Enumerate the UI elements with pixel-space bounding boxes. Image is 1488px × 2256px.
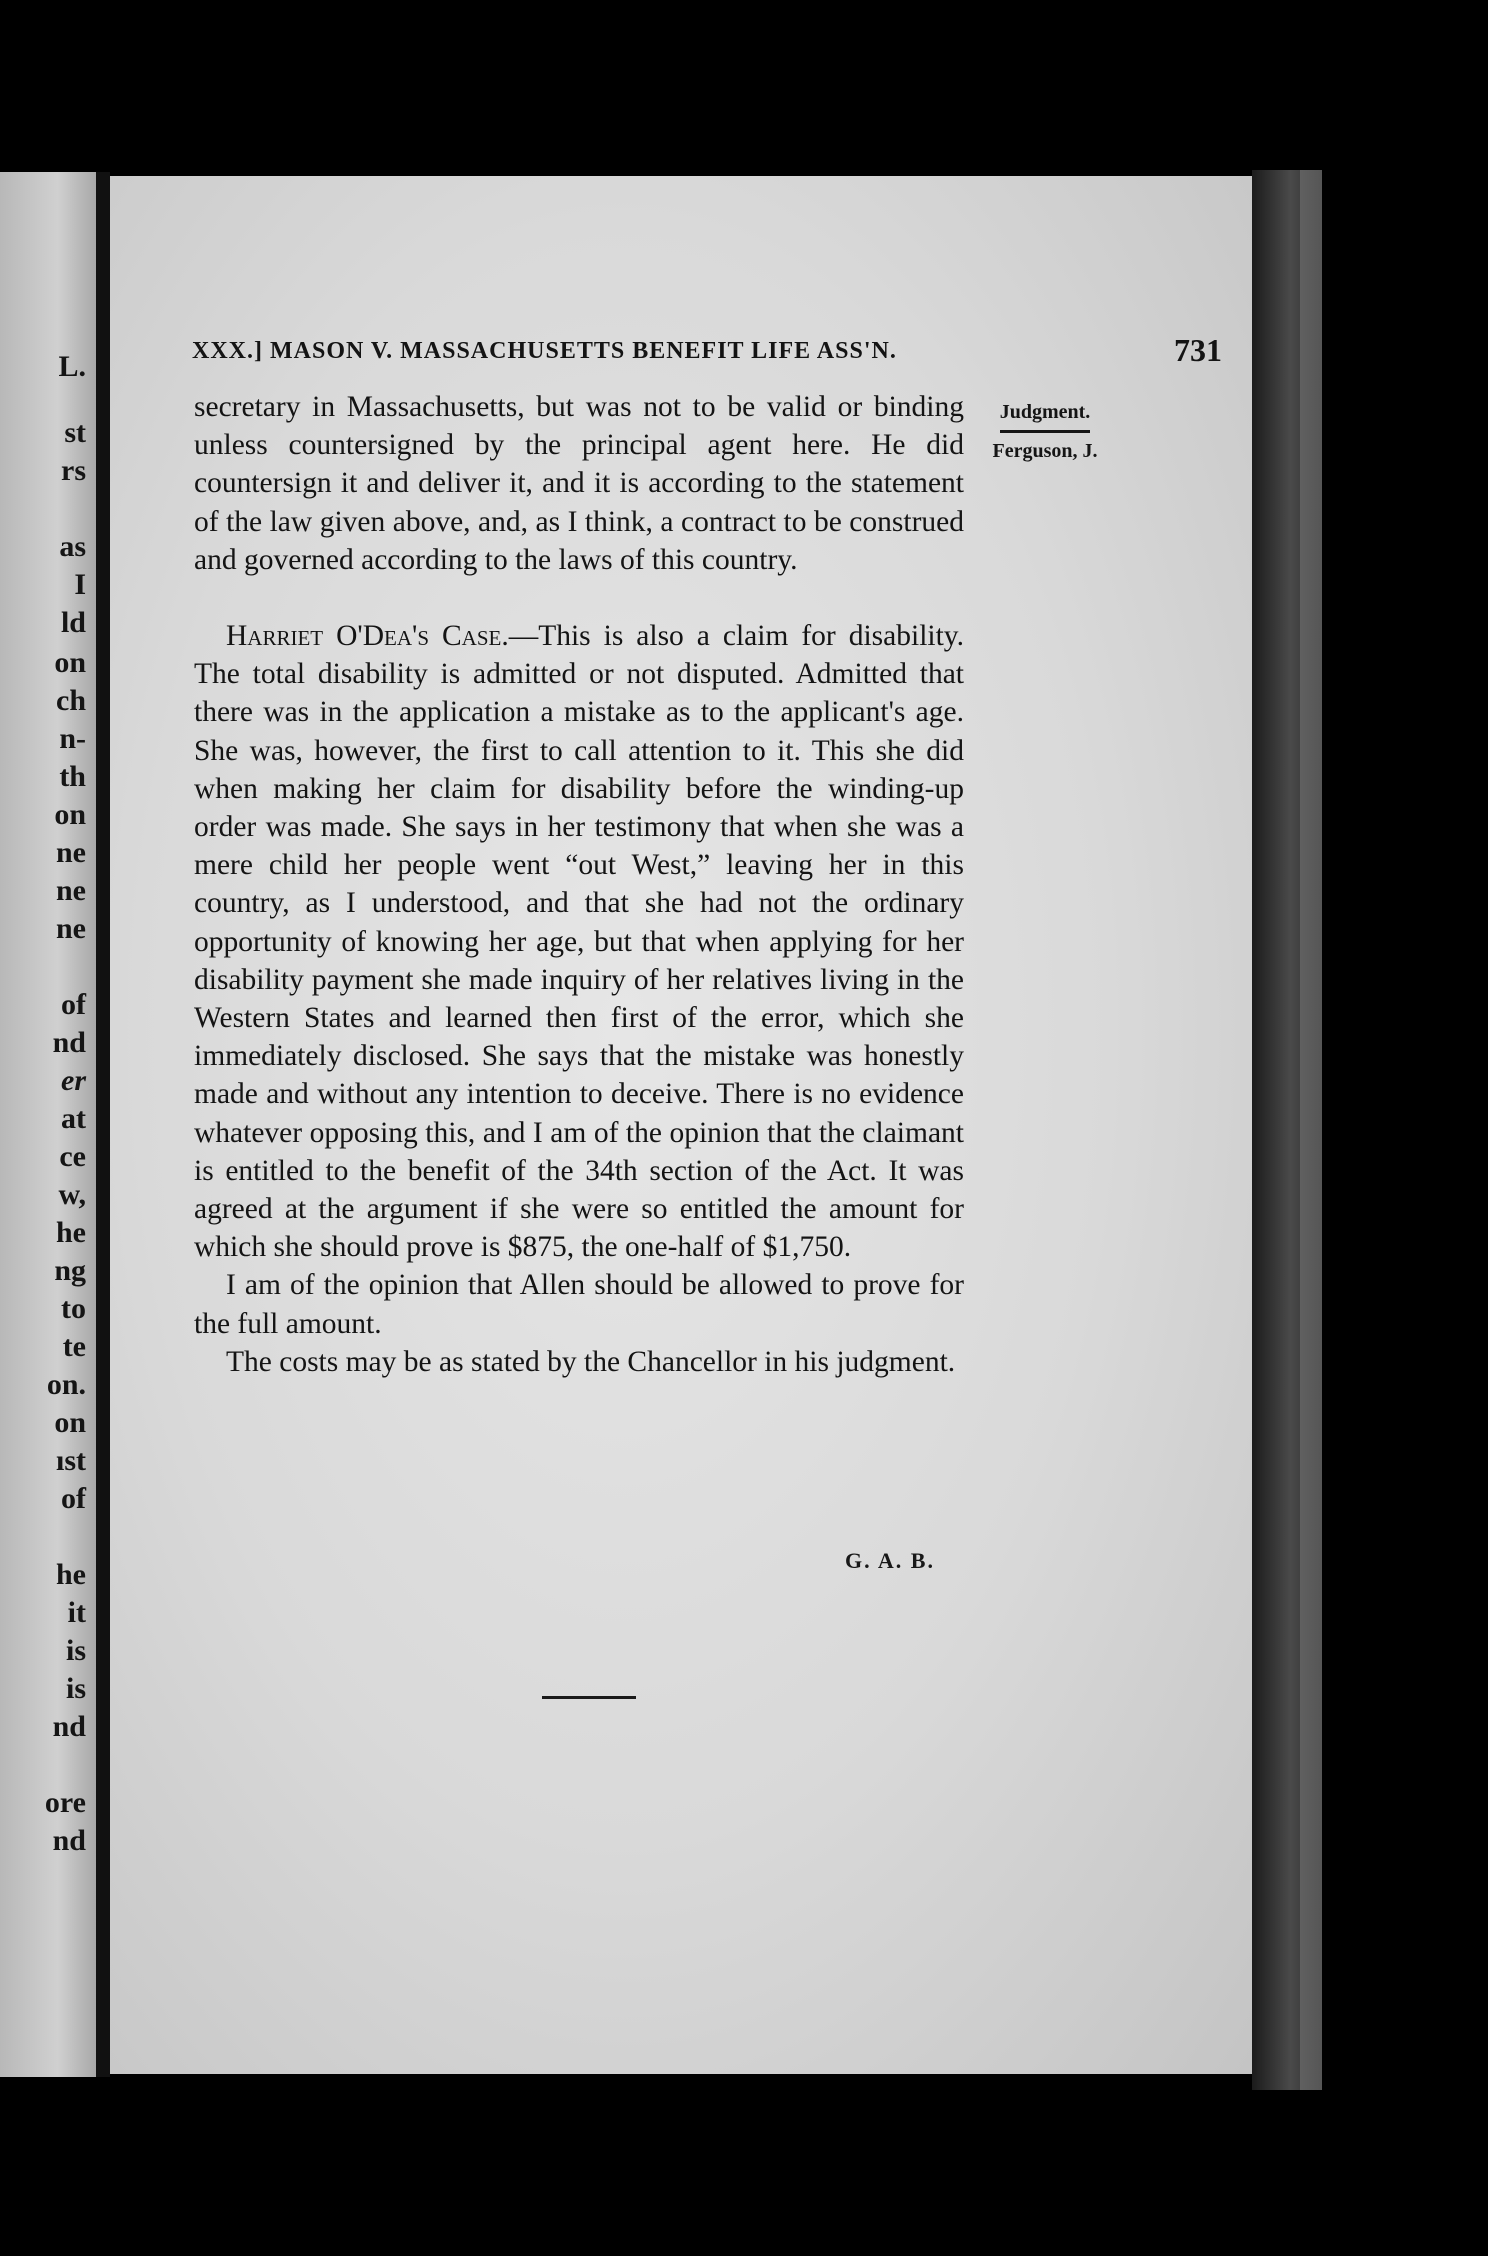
facing-page-fragment: he — [56, 1558, 86, 1591]
case-heading: Harriet O'Dea's Case. — [226, 620, 509, 653]
facing-page-fragment: nd — [52, 1710, 86, 1743]
facing-page-fragment: he — [56, 1216, 86, 1249]
case-text: —This is also a claim for disability. The total disability is admitted or not disputed. Admitted that there was in the application a mistake as to the applicant's age. She was, however, the first to call attention to it. This she did when making her claim for disability before the winding-up order was made. She says in her testimony that when she was a mere child her people went “out West,” leaving her in this country, as I understood, and that she had not the ordinary opportunity of knowing her age, but that when applying for her disability payment she made inquiry of her relatives living in the Western States and learned then first of the error, which she immediately disclosed. She says that the mistake was honestly made and without any intention to deceive. There is no evidence whatever opposing this, and I am of the opinion that the claimant is entitled to the benefit of the 34th section of the Act. It was agreed at the argument if she were so entitled the amount for which she should prove is $875, the one-half of $1,750. — [194, 620, 964, 1264]
facing-page-fragment: of — [61, 988, 86, 1021]
facing-page-fragment: w, — [58, 1178, 86, 1211]
book-page — [110, 176, 1252, 2074]
margin-note — [970, 394, 1120, 469]
facing-page-fragment: I — [74, 568, 86, 601]
facing-page-fragment: ld — [60, 606, 86, 639]
facing-page-fragment: ne — [56, 912, 86, 945]
facing-page-fragment: nd — [52, 1026, 86, 1059]
running-header — [192, 332, 1222, 372]
facing-page-fragment: rs — [61, 454, 86, 487]
facing-page-fragment: ne — [56, 836, 86, 869]
facing-page-fragment: on. — [46, 1368, 86, 1401]
facing-page-fragment: of — [61, 1482, 86, 1515]
facing-page-fragment: ore — [44, 1786, 86, 1819]
facing-page-fragment: st — [64, 416, 86, 449]
margin-note-judgment: Judgment. — [999, 401, 1091, 423]
facing-page-fragment: ce — [59, 1140, 86, 1173]
facing-page-fragment: it — [67, 1596, 86, 1629]
paragraph-odea-case — [194, 617, 964, 1266]
facing-page-fragment: to — [61, 1292, 86, 1325]
end-rule — [542, 1696, 636, 1699]
facing-page-fragment: on — [54, 798, 86, 831]
facing-page-fragment: L. — [58, 350, 86, 383]
facing-page-fragment: er — [61, 1064, 86, 1097]
facing-page-edge — [0, 172, 96, 2077]
facing-page-fragment: as — [59, 530, 86, 563]
book-gutter — [96, 172, 110, 2077]
paragraph-allen: I am of the opinion that Allen should be allowed to prove for the full amount. — [194, 1269, 964, 1340]
facing-page-fragment: is — [65, 1634, 86, 1667]
reporter-initials: G. A. B. — [845, 1548, 935, 1573]
facing-page-fragment: th — [59, 760, 86, 793]
facing-page-fragment: ne — [56, 874, 86, 907]
paragraph-continuation: secretary in Massachusetts, but was not to be valid or binding unless countersigned by the principal agent here. He did countersign it and deliver it, and it is according to the statement of the law given above, and, as I think, a contract to be construed and governed according to the laws of this country. — [194, 391, 964, 576]
facing-page-fragment: ch — [56, 684, 86, 717]
facing-page-fragment: nd — [52, 1824, 86, 1857]
page-number: 731 — [1174, 332, 1222, 368]
facing-page-fragment: n- — [59, 722, 86, 755]
margin-note-judge: Ferguson, J. — [992, 440, 1098, 462]
facing-page-fragment: te — [62, 1330, 86, 1363]
facing-page-fragment: ng — [54, 1254, 86, 1287]
paragraph-costs: The costs may be as stated by the Chancellor in his judgment. — [226, 1345, 956, 1378]
facing-page-fragment: ıst — [56, 1444, 86, 1477]
page-edge-highlight — [1300, 170, 1322, 2090]
body-text — [194, 388, 964, 1381]
running-head: XXX.] MASON V. MASSACHUSETTS BENEFIT LIFE ASS'N. — [192, 338, 897, 364]
facing-page-fragment: on — [54, 1406, 86, 1439]
facing-page-fragment: at — [61, 1102, 86, 1135]
facing-page-fragment: on — [54, 646, 86, 679]
facing-page-fragment: is — [65, 1672, 86, 1705]
